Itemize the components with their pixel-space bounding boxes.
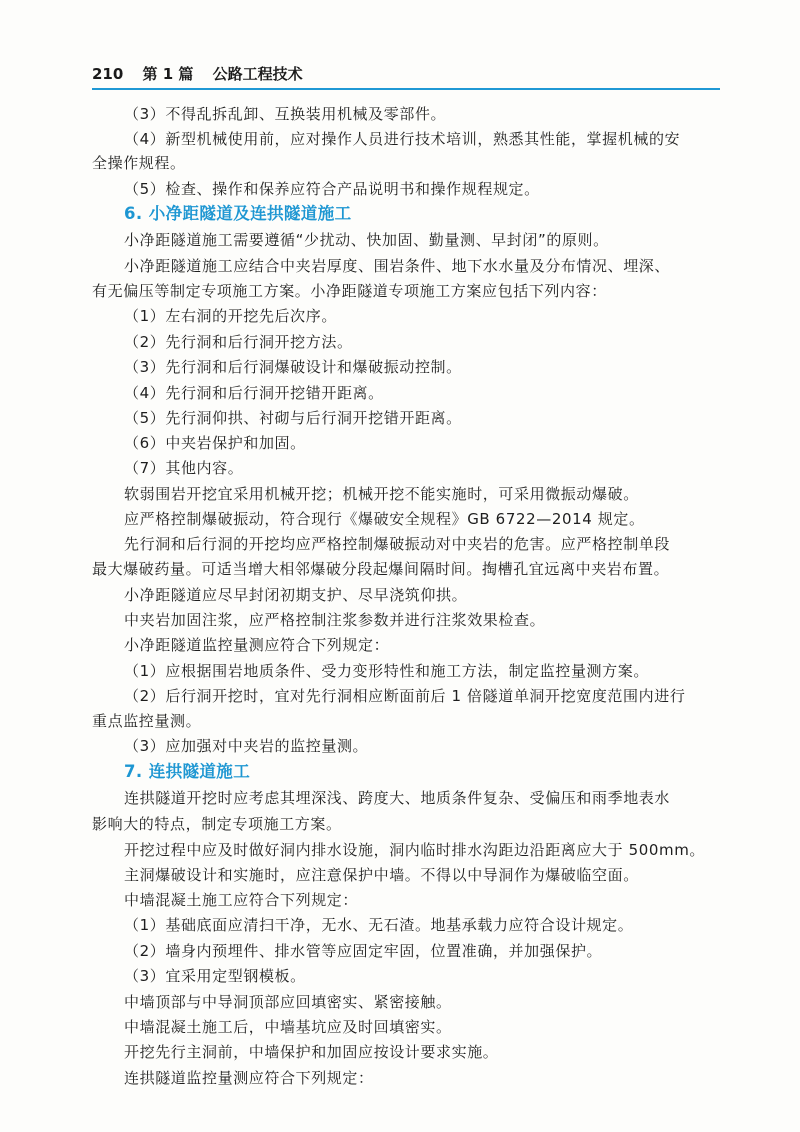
page-header (92, 63, 722, 85)
text-line: 连拱隧道开挖时应考虑其埋深浅、跨度大、地质条件复杂、受偏压和雨季地表水 (124, 789, 671, 807)
text-line: 全操作规程。 (92, 154, 186, 172)
list-item: （3）宜采用定型钢模板。 (124, 967, 306, 985)
list-item: （3）先行洞和后行洞爆破设计和爆破振动控制。 (124, 358, 462, 376)
text-line: 中墙混凝土施工应符合下列规定： (124, 891, 359, 909)
text-line: 重点监控量测。 (92, 712, 202, 730)
header-rule (92, 88, 720, 90)
text-line: （4）新型机械使用前，应对操作人员进行技术培训，熟悉其性能，掌握机械的安 (124, 130, 681, 148)
list-item: （2）墙身内预埋件、排水管等应固定牢固，位置准确，并加强保护。 (124, 942, 603, 960)
text-line: 中墙混凝土施工后，中墙基坑应及时回填密实。 (124, 1018, 452, 1036)
text-line: 中墙顶部与中导洞顶部应回填密实、紧密接触。 (124, 993, 452, 1011)
section-title: 公路工程技术 (212, 65, 303, 83)
list-item: （2）先行洞和后行洞开挖方法。 (124, 333, 353, 351)
list-item: （5）先行洞仰拱、衬砌与后行洞开挖错开距离。 (124, 409, 462, 427)
text-line: 小净距隧道施工应结合中夹岩厚度、围岩条件、地下水水量及分布情况、埋深、 (124, 257, 671, 275)
text-line: （3）不得乱拆乱卸、互换装用机械及零部件。 (124, 105, 447, 123)
text-line: 最大爆破药量。可适当增大相邻爆破分段起爆间隔时间。掏槽孔宜远离中夹岩布置。 (92, 560, 670, 578)
list-item: （1）基础底面应清扫干净，无水、无石渣。地基承载力应符合设计规定。 (124, 916, 634, 934)
section-heading: 6. 小净距隧道及连拱隧道施工 (124, 204, 352, 223)
text-line: （5）检查、操作和保养应符合产品说明书和操作规程规定。 (124, 180, 540, 198)
part-label: 第 1 篇 (142, 65, 194, 83)
text-line: 连拱隧道监控量测应符合下列规定： (124, 1069, 374, 1087)
text-line: 应严格控制爆破振动，符合现行《爆破安全规程》GB 6722—2014 规定。 (124, 510, 645, 528)
text-line: 有无偏压等制定专项施工方案。小净距隧道专项施工方案应包括下列内容： (92, 282, 607, 300)
list-item: （6）中夹岩保护和加固。 (124, 434, 306, 452)
list-item: （4）先行洞和后行洞开挖错开距离。 (124, 384, 384, 402)
text-line: 小净距隧道应尽早封闭初期支护、尽早浇筑仰拱。 (124, 586, 468, 604)
list-item: （1）应根据围岩地质条件、受力变形特性和施工方法，制定监控量测方案。 (124, 662, 649, 680)
text-line: 影响大的特点，制定专项施工方案。 (92, 815, 342, 833)
text-line: 先行洞和后行洞的开挖均应严格控制爆破振动对中夹岩的危害。应严格控制单段 (124, 535, 671, 553)
text-line: 小净距隧道监控量测应符合下列规定： (124, 636, 390, 654)
text-line: 小净距隧道施工需要遵循“少扰动、快加固、勤量测、早封闭”的原则。 (124, 231, 609, 249)
list-item: （3）应加强对中夹岩的监控量测。 (124, 737, 369, 755)
text-line: 开挖先行主洞前，中墙保护和加固应按设计要求实施。 (124, 1043, 499, 1061)
section-heading: 7. 连拱隧道施工 (124, 762, 251, 781)
page-number: 210 (92, 65, 124, 83)
list-item: （1）左右洞的开挖先后次序。 (124, 307, 337, 325)
text-line: 软弱围岩开挖宜采用机械开挖；机械开挖不能实施时，可采用微振动爆破。 (124, 485, 639, 503)
list-item: （2）后行洞开挖时，宜对先行洞相应断面前后 1 倍隧道单洞开挖宽度范围内进行 (124, 687, 686, 705)
text-line: 开挖过程中应及时做好洞内排水设施，洞内临时排水沟距边沿距离应大于 500mm。 (124, 841, 706, 859)
list-item: （7）其他内容。 (124, 459, 244, 477)
text-line: 主洞爆破设计和实施时，应注意保护中墙。不得以中导洞作为爆破临空面。 (124, 866, 639, 884)
text-line: 中夹岩加固注浆，应严格控制注浆参数并进行注浆效果检查。 (124, 611, 546, 629)
